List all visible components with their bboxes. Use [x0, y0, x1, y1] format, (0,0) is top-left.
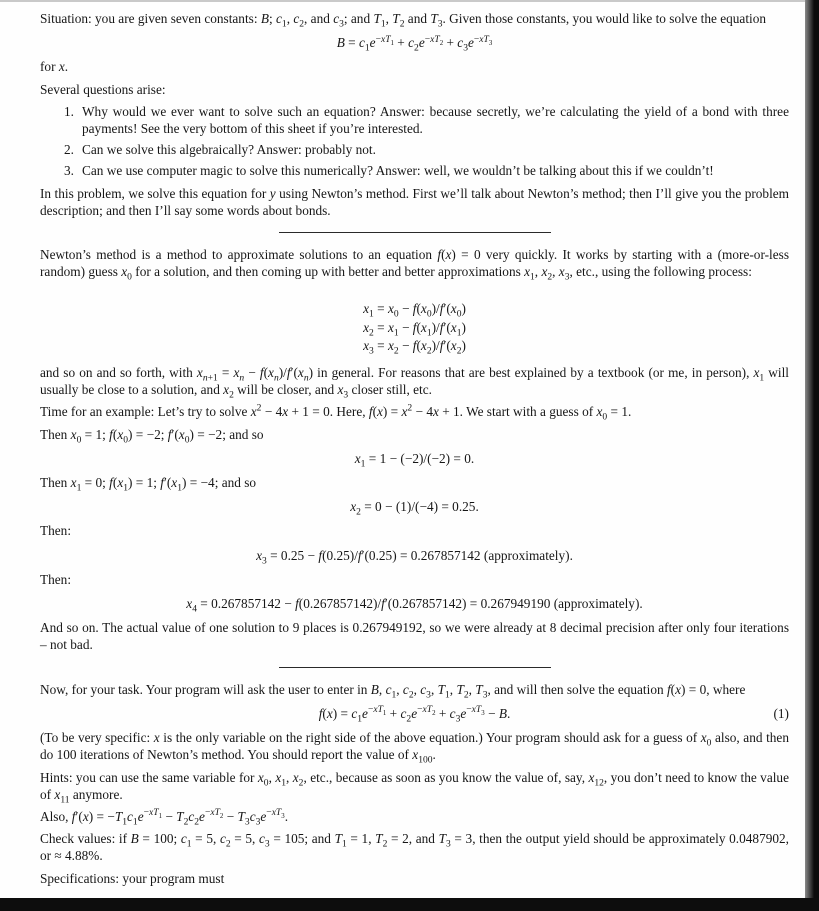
scan-edge-bottom — [0, 898, 819, 911]
paragraph-specific: (To be very specific: x is the only variable on the right side of the above equation.) Your program should ask for a guess of $x_0$ also, and then do 100 iterations of Newton’s method. You should report the value of $x_{100}$. — [40, 730, 789, 766]
paragraph-then-x0: Then $x_0 = 1$; $f(x_0) = -2$; $f'(x_0) = -2$; and so — [40, 426, 264, 446]
list-item — [40, 103, 789, 137]
list-item-text: Why would we ever want to solve such an equation? Answer: because secretly, we’re calculating the yield of a bond with three payments! See the very bottom of this sheet if you’re interested. — [82, 103, 789, 137]
display-equation-example-x4: $x_4 = 0.267857142 - f(0.267857142)/f'(0.267857142) = 0.267949190$ (approximately). — [186, 596, 643, 615]
list-item-text: Can we use computer magic to solve this numerically? Answer: well, we wouldn’t be talking about this if we couldn’t! — [82, 163, 714, 179]
paragraph-then-2: Then: — [40, 523, 72, 539]
paragraph-then-x1: Then $x_1 = 0$; $f(x_1) = 1$; $f'(x_1) = -4$; and so — [40, 475, 257, 494]
paragraph-hints: Hints: you can use the same variable for $x_0$, $x_1$, $x_2$, etc., because as soon as you know the value of, say, $x_{12}$, you don’t need to know the value of $x_{11}$ anymore. — [40, 769, 789, 806]
paragraph-check-values: Check values: if B = 100; $c_1 = 5$, $c_2 = 5$, $c_3 = 105$; and $T_1 = 1$, $T_2 = 2$, and $T_3 = 3$, then the output yield should be approximately 0.0487902, or ≈ 4.88%. — [40, 831, 789, 864]
section-divider — [279, 667, 551, 668]
display-equation-example-x1: $x_1 = 1 - (-2)/(-2) = 0$. — [354, 450, 475, 470]
display-equation-example-x3: $x_3 = 0.25 - f(0.25)/f'(0.25) = 0.267857142$ (approximately). — [256, 547, 573, 567]
paragraph-then-3: Then: — [40, 571, 72, 587]
paragraph-task: Now, for your task. Your program will ask the user to enter in B, $c_1$, $c_2$, $c_3$, $T_1$, $T_2$, $T_3$, and will then solve the equation f(x) = 0, where — [40, 681, 746, 701]
equation-block-iterations — [40, 300, 789, 357]
paragraph-newton-method: Newton’s method is a method to approximate solutions to an equation f(x) = 0 very quickly. It works by starting with a (more-or-less random) guess $x_0$ for a solution, and then coming up with better and better approximations $x_1$, $x_2$, $x_3$, etc., using the following process: — [40, 247, 789, 283]
scan-edge-right — [805, 0, 819, 911]
paragraph-questions: Several questions arise: — [40, 81, 166, 97]
list-item-number: 1. — [64, 103, 74, 119]
list-item-text: Can we solve this algebraically? Answer: probably not. — [82, 142, 376, 158]
document-content — [40, 5, 789, 892]
equation-f-body: $f(x) = c_1e^{-xT_1} + c_2e^{-xT_2} + c_3e^{-xT_3} - B$. — [318, 704, 511, 725]
list-item — [40, 162, 789, 179]
paragraph-situation: Situation: you are given seven constants: B; $c_1$, $c_2$, and $c_3$; and $T_1$, $T_2$ and $T_3$. Given those constants, you would like to solve the equation — [40, 11, 767, 30]
equation-number: (1) — [773, 705, 789, 721]
paragraph-overview: In this problem, we solve this equation for y using Newton’s method. First we’ll talk about Newton’s method; then I’ll give you the problem description; and then I’ll say some words about bonds. — [40, 185, 790, 218]
paragraph-general: and so on and so forth, with $x_{n+1} = x_n - f(x_n)/f'(x_n)$ in general. For reasons that are best explained by a textbook (or me, in person), $x_1$ will usually be close to a solution, and $x_2$ will be closer, and $x_3$ closer still, etc. — [40, 365, 789, 401]
list-item-number: 3. — [64, 163, 74, 179]
display-equation-f-numbered — [40, 704, 789, 725]
display-equation-x2: $x_2 = x_1 - f(x_1)/f'(x_1)$ — [363, 319, 466, 339]
paragraph-also-derivative: Also, $f'(x) = -T_1c_1e^{-xT_1} - T_2c_2e^{-xT_2} - T_3c_3e^{-xT_3}$. — [40, 807, 289, 828]
display-equation-x1: $x_1 = x_0 - f(x_0)/f'(x_0)$ — [363, 301, 466, 321]
list-item-number: 2. — [64, 142, 74, 158]
paragraph-specifications: Specifications: your program must — [40, 870, 225, 886]
display-equation-x3: $x_3 = x_2 - f(x_2)/f'(x_2)$ — [363, 337, 466, 357]
section-divider — [279, 232, 551, 233]
display-equation-example-x2: $x_2 = 0 - (1)/(-4) = 0.25$. — [350, 499, 479, 518]
paragraph-andsoon: And so on. The actual value of one solution to 9 places is 0.267949192, so we were already at 8 decimal precision after only four iterations – not bad. — [40, 620, 789, 653]
scan-edge-top — [0, 0, 819, 2]
paragraph-for-x: for x. — [40, 59, 69, 75]
display-equation-main: $B = c_1e^{-xT_1} + c_2e^{-xT_2} + c_3e^{-xT_3}$ — [336, 33, 493, 54]
list-item — [40, 141, 789, 158]
paragraph-example: Time for an example: Let’s try to solve $x^2 - 4x + 1 = 0$. Here, $f(x) = x^2 - 4x + 1$. We start with a guess of $x_0 = 1$. — [40, 403, 632, 424]
ordered-list-questions — [40, 103, 789, 180]
